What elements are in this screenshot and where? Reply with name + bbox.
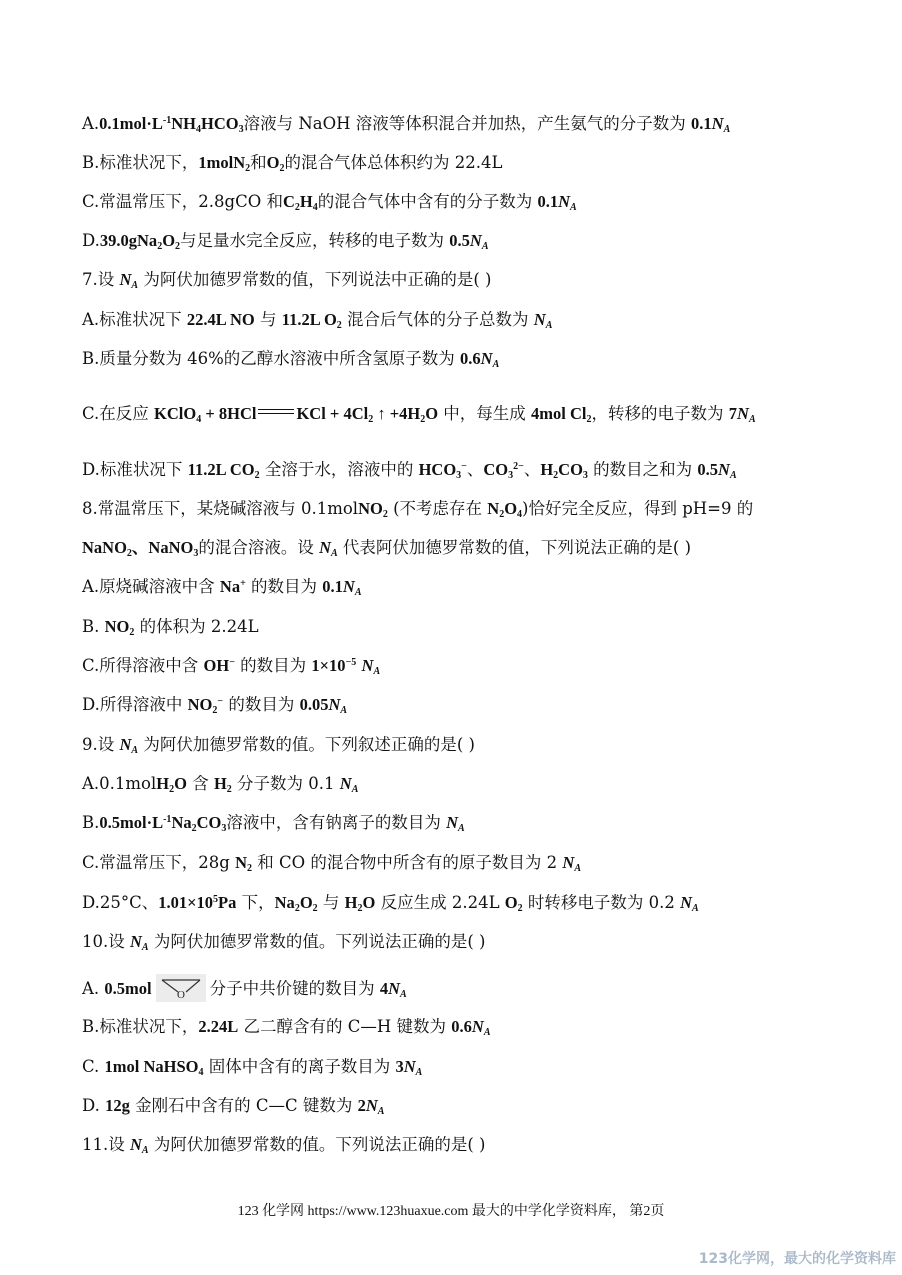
option-9B: $B.0.5mol\cdot L^{-1}Na_2CO_3$溶液中，含有钠离子的数目为 $N_A$ [82,813,465,834]
question-8-line1: 8.常温常压下，某烧碱溶液与 0.1molNO$_2$ (不考虑存在 $N_2O_4$)恰好完全反应，得到 pH=9 的 [82,499,754,520]
svg-text:O: O [176,989,185,1001]
option-6D: $D.39.0gNa_2O_2$与足量水完全反应，转移的电子数为 $0.5N_A$ [82,231,489,252]
option-8B: B. $NO_2$ 的体积为 2.24L [82,617,259,638]
option-9A: A.0.1molH$_2$O 含 $H_2$ 分子数为 0.1 $N_A$ [82,774,359,795]
epoxide-structure-image [156,974,206,1002]
option-8D: D.所得溶液中 $NO_2^-$ 的数目为 $0.05N_A$ [82,695,348,716]
question-7: 7.设 $N_A$ 为阿伏加德罗常数的值，下列说法中正确的是( ) [82,270,492,291]
option-9C: C.常温常压下，28g $N_2$ 和 CO 的混合物中所含有的原子数目为 2 $N_A$ [82,853,581,874]
question-9: 9.设 $N_A$ 为阿伏加德罗常数的值。下列叙述正确的是( ) [82,735,475,756]
option-6C: C.常温常压下，2.8gCO 和$C_2H_4$的混合气体中含有的分子数为 $0.1N_A$ [82,192,577,213]
option-10A: A. 0.5mol O 分子中共价键的数目为 $4N_A$ [82,974,407,1002]
question-10: 10.设 $N_A$ 为阿伏加德罗常数的值。下列说法正确的是( ) [82,932,486,953]
watermark: 123化学网，最大的化学资料库 [698,1251,896,1267]
option-6A: $A.0.1mol\cdot L^{-1}NH_4HCO_3$溶液与 NaOH 溶液等体积混合并加热，产生氨气的分子数为 $0.1N_A$ [82,114,731,135]
option-7D: D.标准状况下 11.2L $CO_2$ 全溶于水，溶液中的 $HCO_3^-$、$CO_3^{2-}$、$H_2CO_3$ 的数目之和为 $0.5N_A$ [82,460,737,481]
option-7A: A.标准状况下 22.4L NO 与 11.2L $O_2$ 混合后气体的分子总数为 $N_A$ [82,310,553,331]
option-7C: C.在反应 KClO$_4$ + 8HCl KCl + $4Cl_2$ ↑ $+4H_2O$ 中，每生成 4mol $Cl_2$，转移的电子数为 $7N_A$ [82,404,756,425]
question-11: 11.设 $N_A$ 为阿伏加德罗常数的值。下列说法正确的是( ) [82,1135,486,1156]
option-10B: B.标准状况下，2.24L 乙二醇含有的 C—H 键数为 $0.6N_A$ [82,1017,491,1038]
option-9D: D.25°C、$1.01\times 10^5Pa$ 下，$Na_2O_2$ 与 $H_2O$ 反应生成 2.24L $O_2$ 时转移电子数为 0.2 $N_A$ [82,893,699,914]
question-8-line2: NaNO$_2$、NaNO$_3$的混合溶液。设 $N_A$ 代表阿伏加德罗常数的值，下列说法正确的是( ) [82,538,692,559]
option-6B: B.标准状况下，1molN$_2$和$O_2$的混合气体总体积约为 22.4L [82,153,503,174]
option-10D: D. 12g 金刚石中含有的 C—C 键数为 $2N_A$ [82,1096,385,1117]
page-footer: 123 化学网 https://www.123huaxue.com 最大的中学化学资料库， 第2页 [237,1204,665,1219]
option-7B: B.质量分数为 46%的乙醇水溶液中所含氢原子数为 $0.6N_A$ [82,349,500,370]
option-8A: A.原烧碱溶液中含 Na+ 的数目为 $0.1N_A$ [82,577,362,598]
option-8C: C.所得溶液中含 OH− 的数目为 $1\times 10^{-5}$ $N_A$ [82,656,381,677]
option-10C: C. 1mol NaHSO$_4$ 固体中含有的离子数目为 $3N_A$ [82,1057,423,1078]
